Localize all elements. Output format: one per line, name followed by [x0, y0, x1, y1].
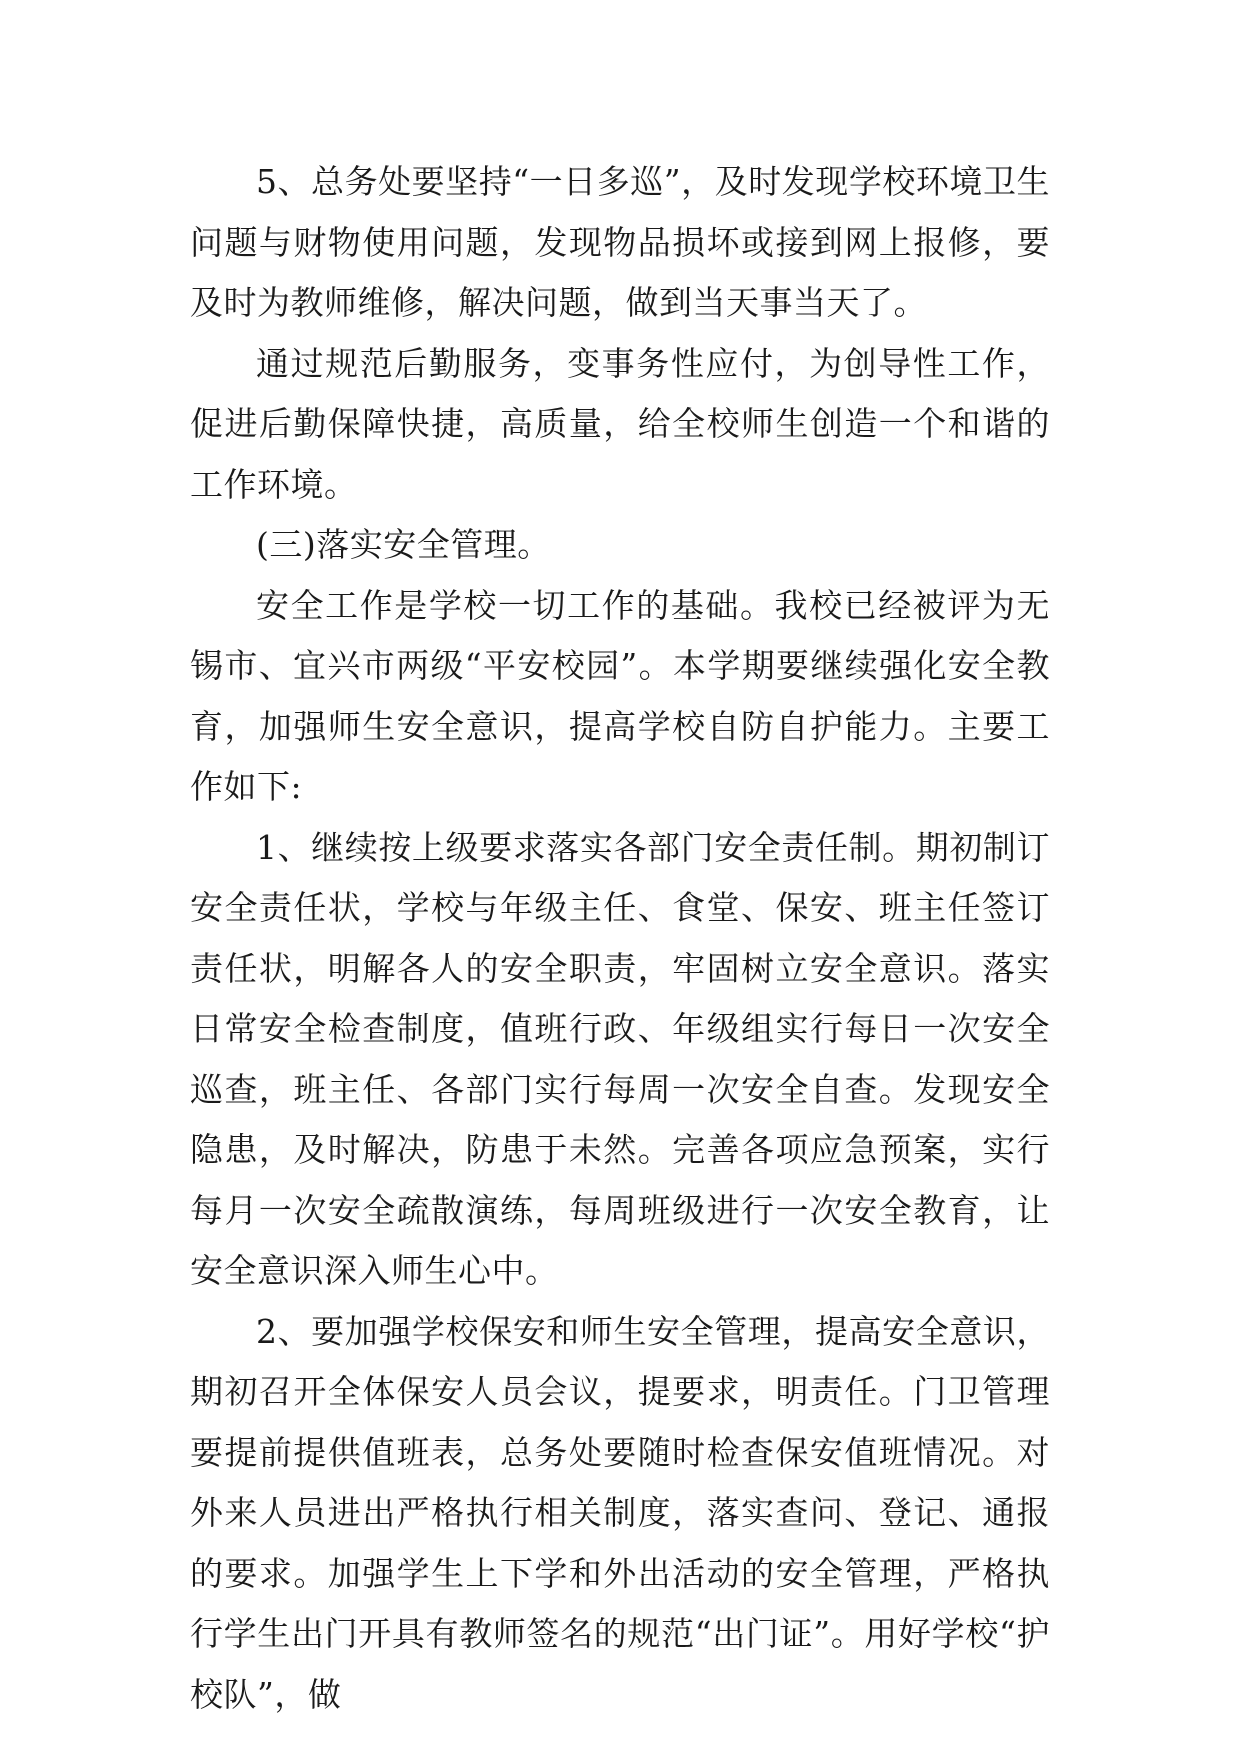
paragraph-logistics-service: 通过规范后勤服务，变事务性应付，为创导性工作，促进后勤保障快捷，高质量，给全校师生创造一个和谐的工作环境。 — [190, 343, 1050, 504]
paragraph-safety-foundation: 安全工作是学校一切工作的基础。我校已经被评为无锡市、宜兴市两级“平安校园”。本学期要继续强化安全教育，加强师生安全意识，提高学校自防自护能力。主要工作如下: — [190, 585, 1050, 806]
document-body — [190, 152, 1050, 1725]
paragraph-safety-responsibility: 1、继续按上级要求落实各部门安全责任制。期初制订安全责任状，学校与年级主任、食堂、保安、班主任签订责任状，明解各人的安全职责，牢固树立安全意识。落实日常安全检查制度，值班行政、年级组实行每日一次安全巡查，班主任、各部门实行每周一次安全自查。发现安全隐患，及时解决，防患于未然。完善各项应急预案，实行每月一次安全疏散演练，每周班级进行一次安全教育，让安全意识深入师生心中。 — [190, 827, 1050, 1290]
section-heading-safety-management: (三)落实安全管理。 — [256, 525, 551, 564]
paragraph-security-guard-management: 2、要加强学校保安和师生安全管理，提高安全意识，期初召开全体保安人员会议，提要求，明责任。门卫管理要提前提供值班表，总务处要随时检查保安值班情况。对外来人员进出严格执行相关制度，落实查问、登记、通报的要求。加强学生上下学和外出活动的安全管理，严格执行学生出门开具有教师签名的规范“出门证”。用好学校“护校队”，做 — [190, 1311, 1050, 1714]
paragraph-general-affairs-patrol: 5、总务处要坚持“一日多巡”，及时发现学校环境卫生问题与财物使用问题，发现物品损坏或接到网上报修，要及时为教师维修，解决问题，做到当天事当天了。 — [190, 162, 1050, 322]
